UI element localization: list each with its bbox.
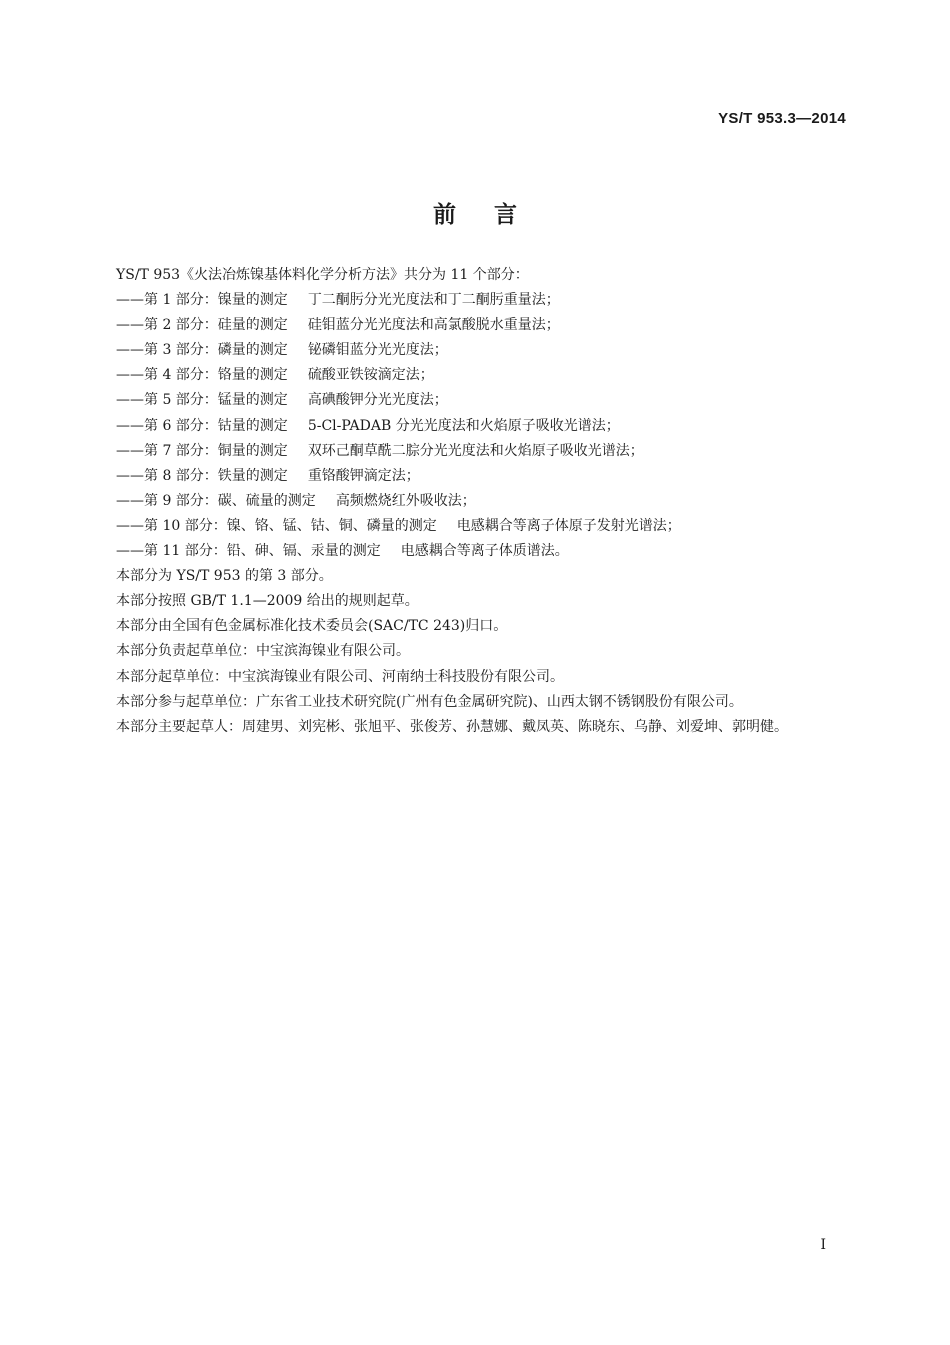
title-char-2: 言 — [494, 202, 517, 228]
list-item — [87, 388, 859, 413]
part-label: ——第 10 部分：镍、铬、锰、钴、铜、磷量的测定 — [116, 517, 437, 534]
statement-part-of: 本部分为 YS/T 953 的第 3 部分。 — [116, 568, 333, 585]
part-label: ——第 6 部分：钴量的测定 — [116, 417, 288, 434]
statement-drafters: 本部分主要起草人：周建男、刘宪彬、张旭平、张俊芳、孙慧娜、戴凤英、陈晓东、乌静、刘爱坤、郭明健。 — [116, 718, 788, 735]
part-label: ——第 7 部分：铜量的测定 — [116, 442, 288, 459]
part-method: 双环己酮草酰二腙分光光度法和火焰原子吸收光谱法； — [307, 442, 644, 459]
statement-proposed-by: 本部分由全国有色金属标准化技术委员会(SAC/TC 243)归口。 — [116, 618, 508, 635]
part-label: ——第 4 部分：铬量的测定 — [116, 367, 288, 384]
part-method: 硅钼蓝分光光度法和高氯酸脱水重量法； — [307, 317, 560, 334]
part-method: 高频燃烧红外吸收法； — [335, 492, 476, 509]
standard-code: YS/T 953.3—2014 — [718, 110, 846, 127]
list-item — [87, 363, 859, 388]
parts-list — [87, 288, 859, 564]
statement-responsible: 本部分负责起草单位：中宝滨海镍业有限公司。 — [116, 643, 410, 660]
statement-participating: 本部分参与起草单位：广东省工业技术研究院(广州有色金属研究院)、山西太钢不锈钢股份有限公司。 — [116, 693, 743, 710]
part-label: ——第 5 部分：锰量的测定 — [116, 392, 288, 409]
list-item — [87, 338, 859, 363]
part-method: 电感耦合等离子体原子发射光谱法； — [456, 517, 681, 534]
list-item — [87, 464, 859, 489]
part-method: 高碘酸钾分光光度法； — [307, 392, 448, 409]
part-method: 硫酸亚铁铵滴定法； — [307, 367, 434, 384]
list-item — [87, 539, 859, 564]
statement-drafted-per: 本部分按照 GB/T 1.1—2009 给出的规则起草。 — [116, 593, 419, 610]
part-label: ——第 11 部分：铅、砷、镉、汞量的测定 — [116, 543, 381, 560]
part-label: ——第 2 部分：硅量的测定 — [116, 317, 288, 334]
title-char-1: 前 — [433, 202, 456, 228]
list-item — [87, 313, 859, 338]
page-title — [0, 196, 950, 229]
part-label: ——第 8 部分：铁量的测定 — [116, 467, 288, 484]
list-item — [87, 514, 859, 539]
list-item — [87, 414, 859, 439]
part-label: ——第 1 部分：镍量的测定 — [116, 292, 288, 309]
part-method: 重铬酸钾滴定法； — [307, 467, 420, 484]
part-label: ——第 9 部分：碳、硫量的测定 — [116, 492, 316, 509]
part-method: 5-Cl-PADAB 分光光度法和火焰原子吸收光谱法； — [307, 417, 620, 434]
list-item — [87, 288, 859, 313]
statement-drafting-units: 本部分起草单位：中宝滨海镍业有限公司、河南纳士科技股份有限公司。 — [116, 668, 564, 685]
part-method: 电感耦合等离子体质谱法。 — [400, 543, 569, 560]
part-method: 铋磷钼蓝分光光度法； — [307, 342, 448, 359]
list-item — [87, 489, 859, 514]
intro-paragraph: YS/T 953《火法冶炼镍基体料化学分析方法》共分为 11 个部分： — [116, 267, 529, 283]
part-label: ——第 3 部分：磷量的测定 — [116, 342, 288, 359]
page-number: I — [820, 1237, 826, 1253]
foreword-body — [87, 263, 859, 740]
part-method: 丁二酮肟分光光度法和丁二酮肟重量法； — [307, 292, 560, 309]
list-item — [87, 439, 859, 464]
